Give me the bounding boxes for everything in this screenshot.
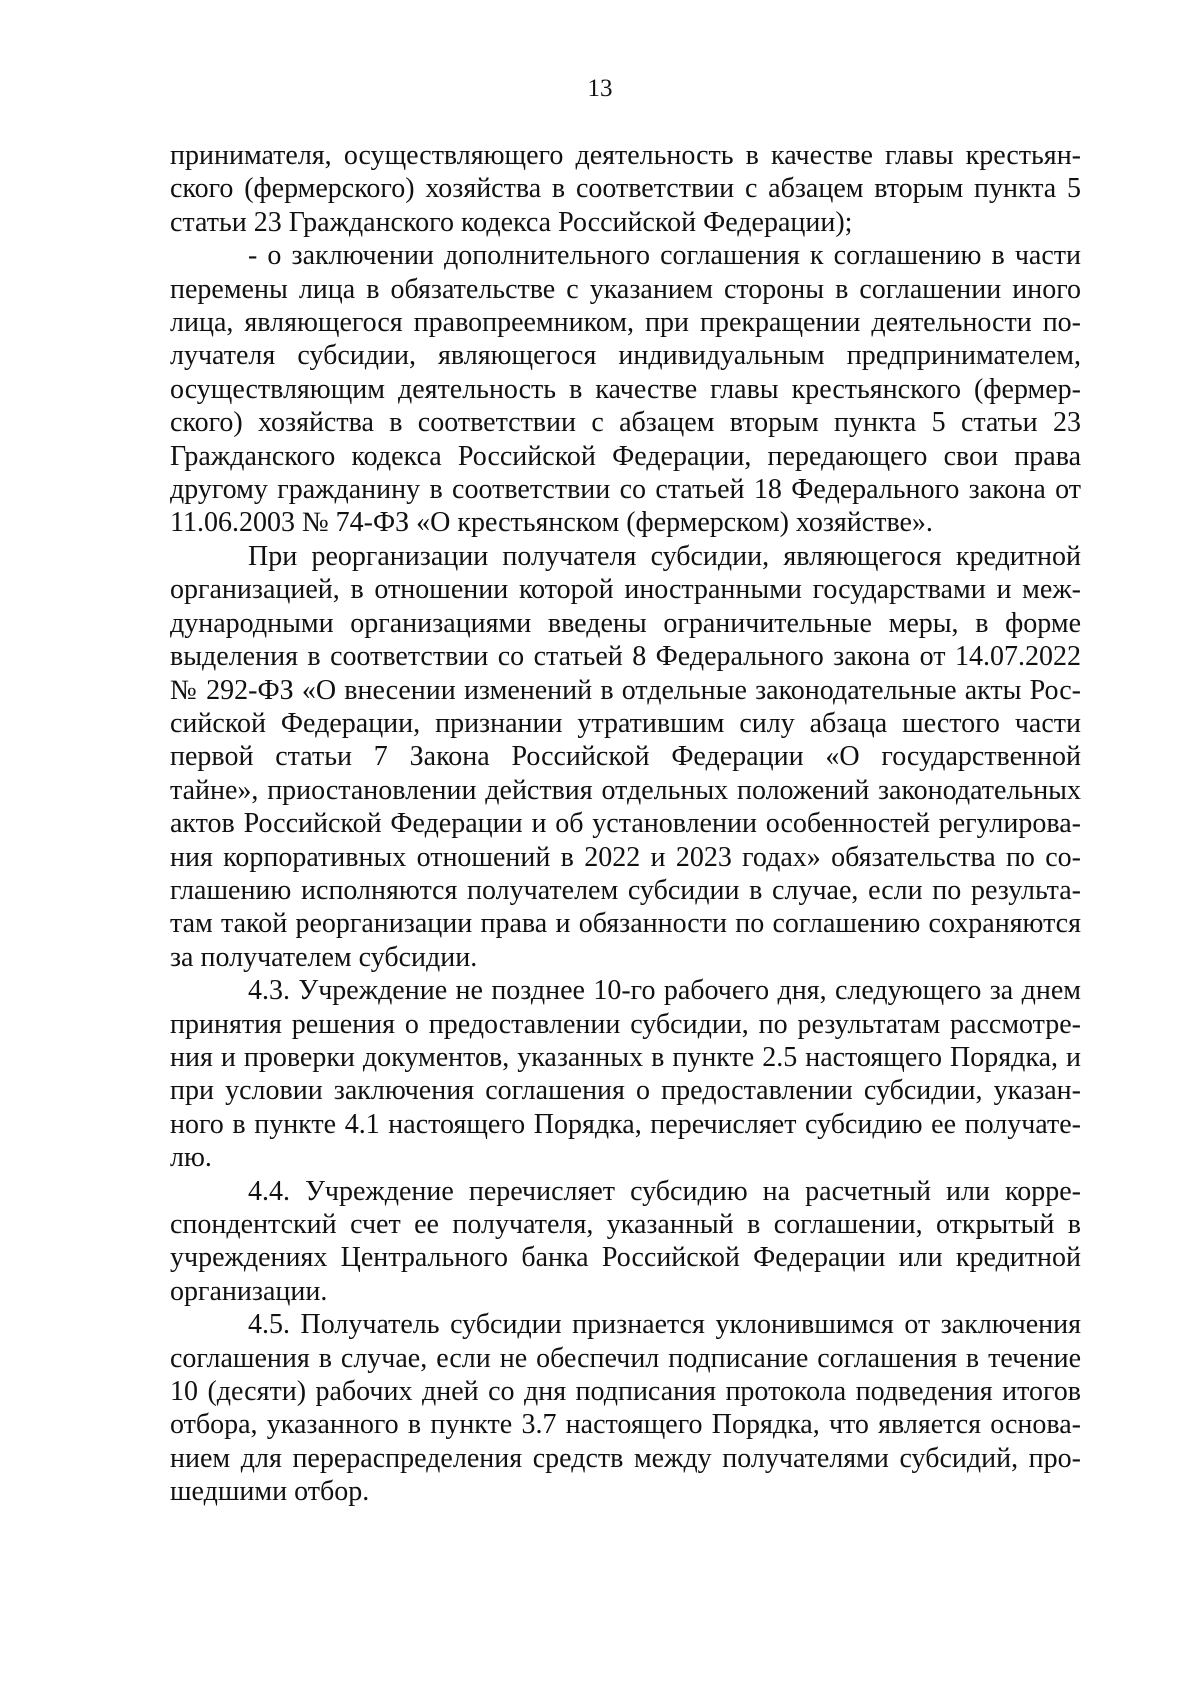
document-body xyxy=(170,139,1081,1509)
text-line: нием для перераспределения средств между получателями субсидий, про- xyxy=(170,1442,1081,1474)
text-line: за получателем субсидии. xyxy=(170,941,478,973)
text-line: При реорганизации получателя субсидии, являющегося кредитной xyxy=(248,540,1081,572)
text-line: 4.3. Учреждение не позднее 10-го рабочего дня, следующего за днем xyxy=(248,975,1081,1007)
text-line: ского) хозяйства в соответствии с абзацем вторым пункта 5 статьи 23 xyxy=(170,407,1081,439)
text-line: соглашения в случае, если не обеспечил подписание соглашения в течение xyxy=(170,1342,1081,1374)
text-line: дународными организациями введены ограничительные меры, в форме xyxy=(170,607,1081,639)
text-line: лучателя субсидии, являющегося индивидуальным предпринимателем, xyxy=(170,340,1081,372)
text-line: перемены лица в обязательстве с указанием стороны в соглашении иного xyxy=(170,273,1081,305)
text-line: ния и проверки документов, указанных в пункте 2.5 настоящего Порядка, и xyxy=(170,1041,1081,1073)
text-line: 10 (десяти) рабочих дней со дня подписания протокола подведения итогов xyxy=(170,1376,1081,1408)
text-line: первой статьи 7 Закона Российской Федерации «О государственной xyxy=(170,741,1081,773)
text-line: № 292-ФЗ «О внесении изменений в отдельные законодательные акты Рос- xyxy=(170,674,1081,706)
text-line: другому гражданину в соответствии со статьей 18 Федерального закона от xyxy=(170,474,1081,506)
text-line: организации. xyxy=(170,1275,328,1307)
page-number: 13 xyxy=(587,75,613,102)
text-line: сийской Федерации, признании утратившим силу абзаца шестого части xyxy=(170,707,1081,739)
text-line: - о заключении дополнительного соглашения к соглашению в части xyxy=(248,240,1081,272)
paragraph xyxy=(170,1308,1081,1508)
text-line: осуществляющим деятельность в качестве главы крестьянского (фермер- xyxy=(170,373,1081,405)
text-line: лю. xyxy=(170,1142,212,1174)
paragraph xyxy=(170,139,1081,239)
text-line: при условии заключения соглашения о предоставлении субсидии, указан- xyxy=(170,1075,1081,1107)
text-line: принятия решения о предоставлении субсидии, по результатам рассмотре- xyxy=(170,1008,1081,1040)
text-line: принимателя, осуществляющего деятельность в качестве главы крестьян- xyxy=(170,140,1081,171)
text-line: глашению исполняются получателем субсидии в случае, если по результа- xyxy=(170,874,1081,906)
text-line: лица, являющегося правопреемником, при прекращении деятельности по- xyxy=(170,307,1081,339)
text-line: учреждениях Центрального банка Российской Федерации или кредитной xyxy=(170,1242,1081,1274)
text-line: Гражданского кодекса Российской Федерации, передающего свои права xyxy=(170,440,1081,472)
text-line: выделения в соответствии со статьей 8 Федерального закона от 14.07.2022 xyxy=(170,641,1081,673)
text-line: 4.4. Учреждение перечисляет субсидию на расчетный или корре- xyxy=(248,1175,1081,1207)
paragraph xyxy=(170,1175,1081,1309)
text-line: там такой реорганизации права и обязанности по соглашению сохраняются xyxy=(170,908,1081,940)
paragraph xyxy=(170,239,1081,540)
text-line: статьи 23 Гражданского кодекса Российской Федерации); xyxy=(170,206,853,238)
text-line: отбора, указанного в пункте 3.7 настоящего Порядка, что является основа- xyxy=(170,1409,1081,1441)
text-line: шедшими отбор. xyxy=(170,1476,370,1508)
text-line: организацией, в отношении которой иностранными государствами и меж- xyxy=(170,574,1081,606)
text-line: спондентский счет ее получателя, указанный в соглашении, открытый в xyxy=(170,1209,1081,1240)
text-line: 11.06.2003 № 74-ФЗ «О крестьянском (фермерском) хозяйстве». xyxy=(170,507,933,539)
text-line: ния корпоративных отношений в 2022 и 2023 годах» обязательства по со- xyxy=(170,841,1081,873)
paragraph xyxy=(170,540,1081,974)
text-line: 4.5. Получатель субсидии признается уклонившимся от заключения xyxy=(248,1309,1081,1341)
paragraph xyxy=(170,974,1081,1174)
text-line: актов Российской Федерации и об установлении особенностей регулирова- xyxy=(170,808,1081,840)
text-line: ного в пункте 4.1 настоящего Порядка, перечисляет субсидию ее получате- xyxy=(170,1108,1081,1140)
text-line: тайне», приостановлении действия отдельных положений законодательных xyxy=(170,774,1081,806)
text-line: ского (фермерского) хозяйства в соответствии с абзацем вторым пункта 5 xyxy=(170,173,1081,205)
